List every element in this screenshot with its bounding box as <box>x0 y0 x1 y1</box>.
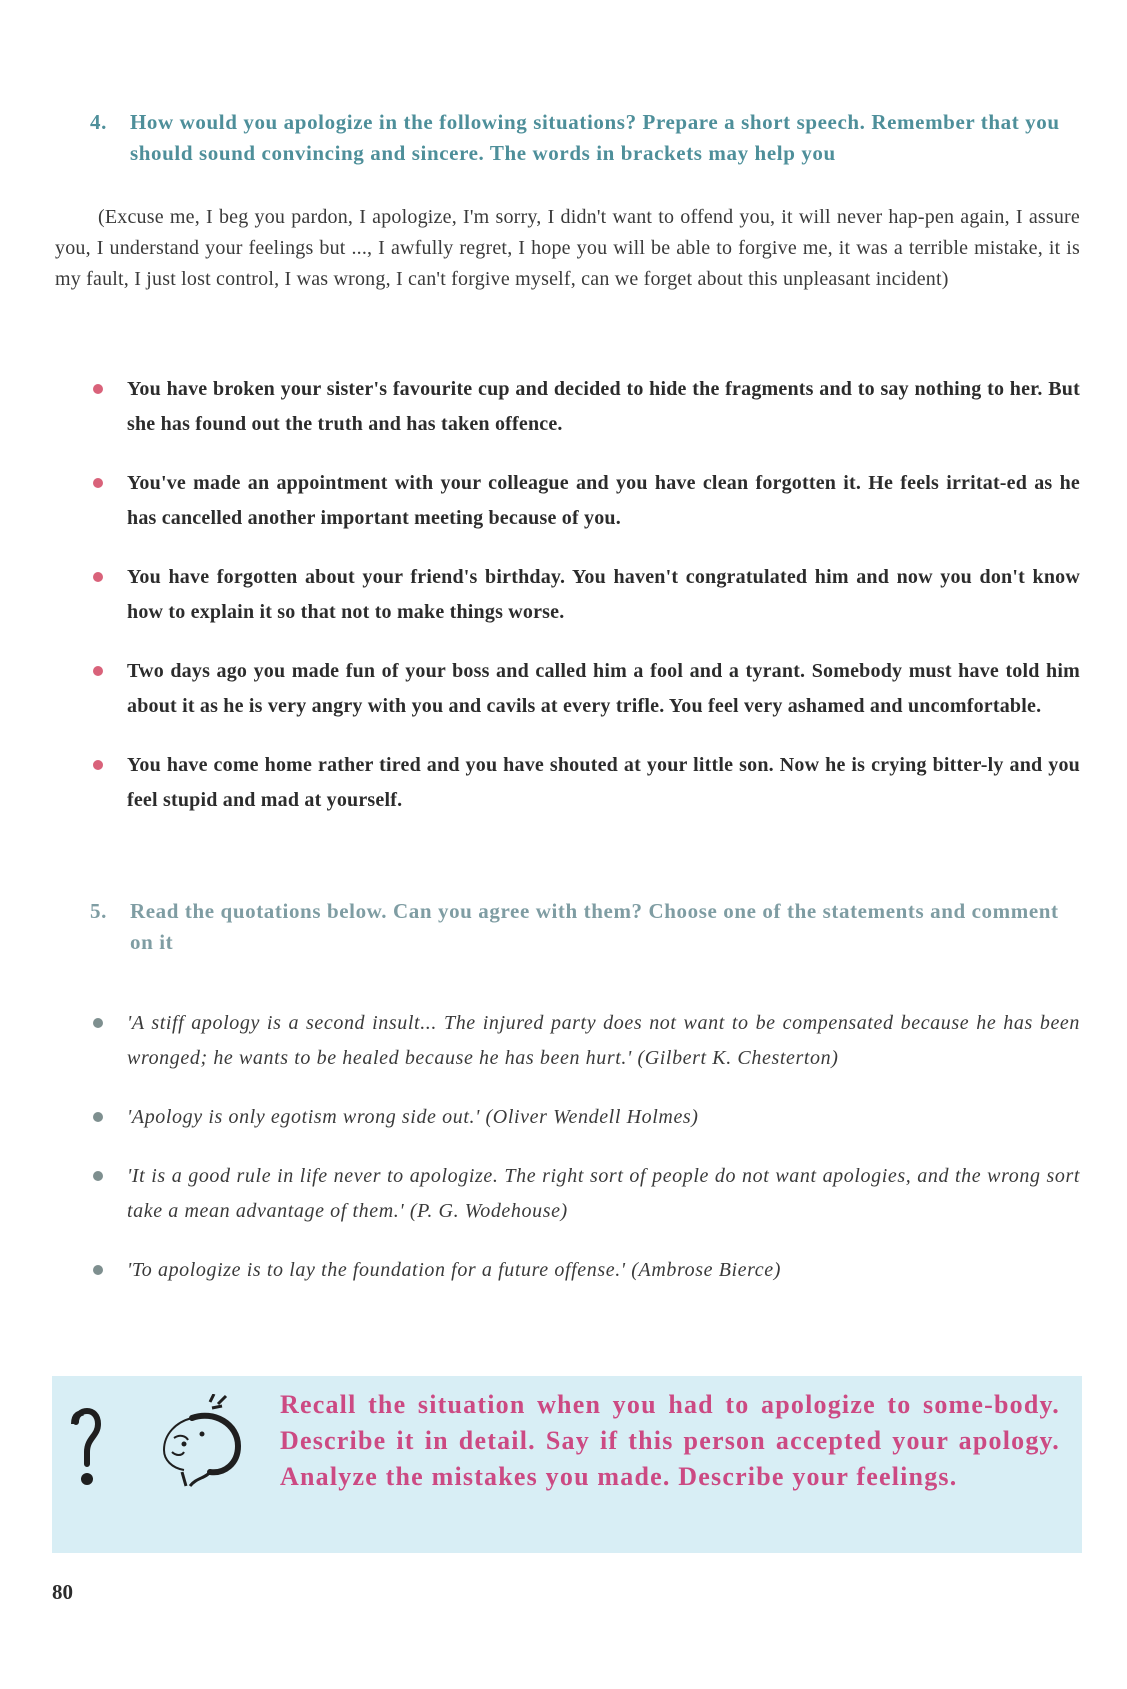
bullet-icon <box>93 760 103 770</box>
task-5-heading <box>90 896 1070 958</box>
task-4-heading <box>90 107 1070 169</box>
task-4-instruction: How would you apologize in the following situations? Prepare a short speech. Remember that you should sound convincing and sincere. The words in brackets may help you <box>130 110 1060 165</box>
list-item <box>90 1253 1080 1288</box>
quote-text: 'Apology is only egotism wrong side out.' (Oliver Wendell Holmes) <box>127 1106 699 1128</box>
quotations-list <box>90 1006 1080 1312</box>
bullet-icon <box>93 384 103 394</box>
bullet-icon <box>93 666 103 676</box>
situation-text: You have broken your sister's favourite cup and decided to hide the fragments and to say nothing to her. But she has found out the truth and has taken offence. <box>127 378 1080 435</box>
list-item <box>90 1006 1080 1076</box>
page-number: 80 <box>52 1580 73 1604</box>
list-item <box>90 1100 1080 1135</box>
bullet-icon <box>93 1112 103 1122</box>
question-mark-icon <box>68 1402 106 1492</box>
bullet-icon <box>93 478 103 488</box>
task-4-number: 4. <box>90 110 107 134</box>
situation-text: You have forgotten about your friend's birthday. You haven't congratulated him and now you don't know how to explain it so that not to make things worse. <box>127 566 1080 623</box>
situations-list <box>90 372 1080 842</box>
callout-text: Recall the situation when you had to apologize to some-body. Describe it in detail. Say if this person accepted your apology. Analyze the mistakes you made. Describe your feelings. <box>280 1390 1060 1491</box>
bullet-icon <box>93 1171 103 1181</box>
quote-text: 'It is a good rule in life never to apologize. The right sort of people do not want apologies, and the wrong sort take a mean advantage of them.' (P. G. Wodehouse) <box>127 1165 1080 1222</box>
task-5-instruction: Read the quotations below. Can you agree with them? Choose one of the statements and comment on it <box>130 899 1059 954</box>
situation-text: You have come home rather tired and you have shouted at your little son. Now he is crying bitter-ly and you feel stupid and mad at yourself. <box>127 754 1080 811</box>
list-item <box>90 372 1080 442</box>
list-item <box>90 748 1080 818</box>
list-item <box>90 466 1080 536</box>
discussion-callout <box>52 1376 1082 1553</box>
thinking-face-icon <box>152 1394 252 1494</box>
quote-text: 'To apologize is to lay the foundation for a future offense.' (Ambrose Bierce) <box>127 1259 781 1281</box>
helper-words-paragraph: (Excuse me, I beg you pardon, I apologize, I'm sorry, I didn't want to offend you, it will never hap-pen again, I assure you, I understand your feelings but ..., I awfully regret, I hope you will be able to forgive me, it was a terrible mistake, it is my fault, I just lost control, I was wrong, I can't forgive myself, can we forget about this unpleasant incident) <box>55 206 1080 290</box>
bullet-icon <box>93 1265 103 1275</box>
bullet-icon <box>93 572 103 582</box>
list-item <box>90 560 1080 630</box>
task-5-number: 5. <box>90 899 107 923</box>
quote-text: 'A stiff apology is a second insult... The injured party does not want to be compensated because he has been wronged; he wants to be healed because he has been hurt.' (Gilbert K. Chesterton) <box>127 1012 1080 1069</box>
situation-text: Two days ago you made fun of your boss and called him a fool and a tyrant. Somebody must have told him about it as he is very angry with you and cavils at every trifle. You feel very ashamed and uncomfortable. <box>127 660 1080 717</box>
list-item <box>90 654 1080 724</box>
bullet-icon <box>93 1018 103 1028</box>
situation-text: You've made an appointment with your colleague and you have clean forgotten it. He feels irritat-ed as he has cancelled another important meeting because of you. <box>127 472 1080 529</box>
list-item <box>90 1159 1080 1229</box>
